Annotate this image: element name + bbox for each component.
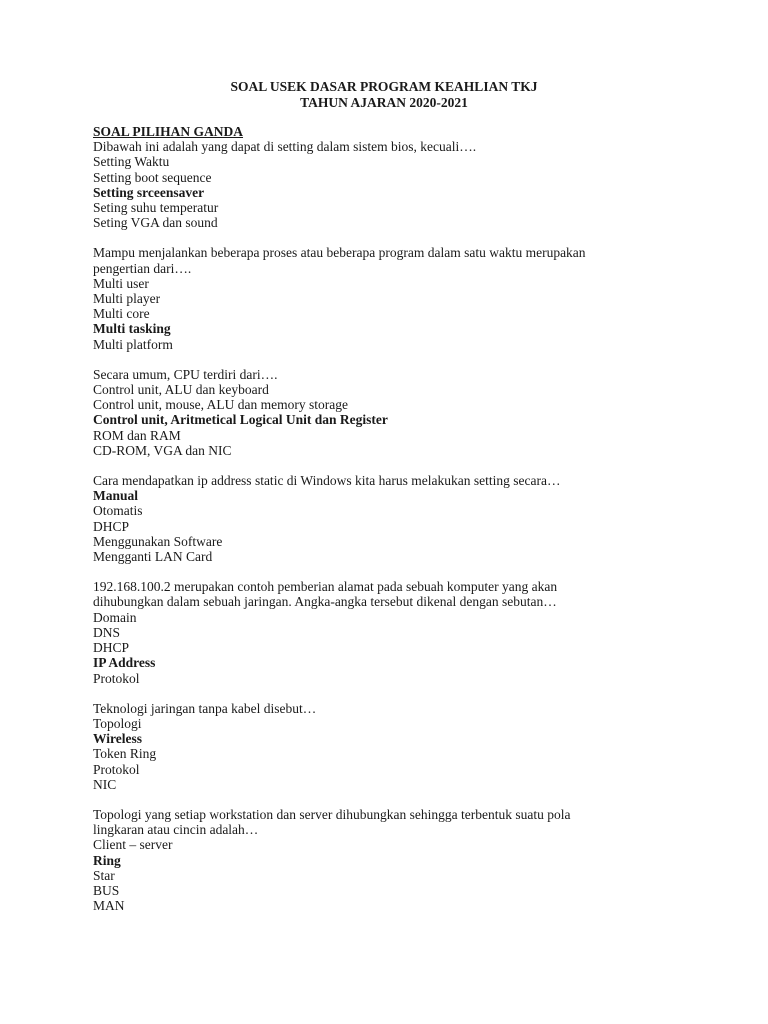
answer-option-correct: Control unit, Aritmetical Logical Unit dan Register: [93, 412, 388, 428]
answer-option: ROM dan RAM: [93, 427, 181, 443]
answer-option: Otomatis: [93, 503, 143, 519]
title-line-2: TAHUN AJARAN 2020-2021: [300, 95, 468, 110]
question-stem: pengertian dari….: [93, 260, 192, 276]
question-list: [93, 139, 693, 913]
question-block: [93, 807, 693, 913]
question-stem: Dibawah ini adalah yang dapat di setting dalam sistem bios, kecuali….: [93, 139, 477, 155]
question-stem: lingkaran atau cincin adalah…: [93, 822, 259, 838]
answer-option: Seting suhu temperatur: [93, 200, 219, 216]
answer-option: DHCP: [93, 640, 130, 656]
question-block: [93, 139, 693, 230]
question-stem: Cara mendapatkan ip address static di Windows kita harus melakukan setting secara…: [93, 473, 561, 489]
document-title: [0, 79, 768, 111]
answer-option: Control unit, mouse, ALU dan memory storage: [93, 397, 348, 413]
question-block: [93, 473, 693, 564]
question-stem: 192.168.100.2 merupakan contoh pemberian alamat pada sebuah komputer yang akan: [93, 579, 558, 595]
document-body: [93, 124, 693, 913]
answer-option: Client – server: [93, 837, 173, 853]
question-block: [93, 701, 693, 792]
answer-option-correct: Manual: [93, 488, 139, 504]
answer-option: Multi core: [93, 306, 150, 322]
answer-option-correct: Ring: [93, 852, 121, 868]
answer-option: NIC: [93, 776, 117, 792]
question-block: [93, 367, 693, 458]
question-stem: Mampu menjalankan beberapa proses atau beberapa program dalam satu waktu merupakan: [93, 245, 586, 261]
answer-option: Seting VGA dan sound: [93, 215, 218, 231]
title-line-1: SOAL USEK DASAR PROGRAM KEAHLIAN TKJ: [230, 79, 538, 94]
question-block: [93, 579, 693, 685]
answer-option: BUS: [93, 882, 120, 898]
answer-option: Multi player: [93, 291, 161, 307]
answer-option: Setting boot sequence: [93, 169, 212, 185]
answer-option: CD-ROM, VGA dan NIC: [93, 442, 232, 458]
answer-option-correct: Multi tasking: [93, 321, 171, 337]
answer-option-correct: IP Address: [93, 655, 156, 671]
question-stem: dihubungkan dalam sebuah jaringan. Angka-angka tersebut dikenal dengan sebutan…: [93, 594, 557, 610]
question-stem: Topologi yang setiap workstation dan server dihubungkan sehingga terbentuk suatu pola: [93, 806, 571, 822]
question-block: [93, 245, 693, 351]
answer-option: Mengganti LAN Card: [93, 549, 213, 565]
answer-option: Protokol: [93, 761, 140, 777]
answer-option: Protokol: [93, 670, 140, 686]
answer-option: Control unit, ALU dan keyboard: [93, 382, 269, 398]
answer-option-correct: Setting srceensaver: [93, 184, 205, 200]
answer-option: Multi user: [93, 275, 149, 291]
answer-option: Topologi: [93, 715, 142, 731]
answer-option: DNS: [93, 624, 121, 640]
answer-option: Domain: [93, 609, 137, 625]
answer-option: Token Ring: [93, 746, 157, 762]
answer-option: Menggunakan Software: [93, 533, 223, 549]
question-stem: Teknologi jaringan tanpa kabel disebut…: [93, 700, 317, 716]
section-heading: SOAL PILIHAN GANDA: [93, 124, 244, 139]
answer-option: Setting Waktu: [93, 154, 170, 170]
answer-option-correct: Wireless: [93, 731, 142, 747]
answer-option: Multi platform: [93, 336, 173, 352]
answer-option: DHCP: [93, 518, 130, 534]
question-stem: Secara umum, CPU terdiri dari….: [93, 366, 278, 382]
answer-option: Star: [93, 867, 115, 883]
answer-option: MAN: [93, 898, 125, 914]
